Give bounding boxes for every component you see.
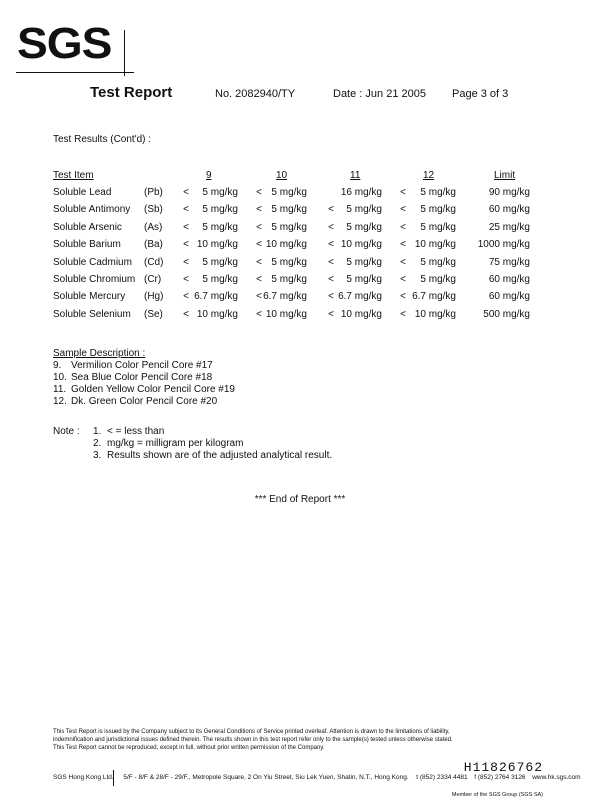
company-tel: t (852) 2334 4481 (416, 774, 468, 781)
sample-item: 11. Golden Yellow Color Pencil Core #19 (53, 384, 235, 395)
company-address: 5/F - 8/F & 28/F - 29/F., Metropole Square, 2 On Yiu Street, Siu Lek Yuen, Shatin, N.T., Hong Kong. (123, 774, 409, 781)
less-than-sign: < (328, 291, 334, 303)
result-value: 6.7 mg/kg (194, 291, 238, 303)
test-item-name: Soluble Antimony (53, 204, 131, 216)
less-than-sign: < (256, 239, 262, 251)
element-symbol: (Cr) (144, 274, 162, 285)
report-title: Test Report (90, 84, 173, 101)
less-than-sign: < (400, 204, 406, 216)
column-header-12: 12 (423, 170, 435, 181)
table-row (0, 204, 600, 221)
limit-value: 25 mg/kg (488, 221, 530, 233)
note-item: 2. mg/kg = milligram per kilogram (93, 438, 244, 449)
result-value: 5 mg/kg (271, 204, 307, 216)
result-value: 5 mg/kg (202, 204, 238, 216)
result-value: 5 mg/kg (420, 187, 456, 198)
note-item: 3. Results shown are of the adjusted analytical result. (93, 450, 333, 461)
test-item-name: Soluble Mercury (53, 291, 126, 303)
result-value: 5 mg/kg (271, 274, 307, 285)
result-value: 10 mg/kg (414, 239, 456, 251)
element-symbol: (Hg) (144, 291, 164, 303)
table-row (0, 222, 600, 239)
note-label: Note : (53, 426, 80, 437)
less-than-sign: < (256, 187, 262, 198)
table-row (0, 239, 600, 256)
less-than-sign: < (400, 308, 406, 320)
less-than-sign: < (183, 256, 189, 268)
test-item-name: Soluble Chromium (53, 274, 136, 285)
company-fax: f (852) 2764 3126 (474, 774, 526, 781)
less-than-sign: < (256, 256, 262, 268)
less-than-sign: < (400, 239, 406, 251)
test-item-name: Soluble Barium (53, 239, 121, 251)
less-than-sign: < (183, 221, 189, 233)
less-than-sign: < (256, 274, 262, 285)
member-statement: Member of the SGS Group (SGS SA) (451, 792, 543, 798)
result-value: 5 mg/kg (346, 221, 382, 233)
result-value: 16 mg/kg (340, 187, 382, 198)
result-value: 5 mg/kg (271, 256, 307, 268)
less-than-sign: < (400, 274, 406, 285)
result-value: 5 mg/kg (420, 256, 456, 268)
limit-value: 1000 mg/kg (477, 239, 530, 251)
less-than-sign: < (328, 274, 334, 285)
column-header-item: Test Item (53, 170, 94, 181)
result-value: 5 mg/kg (346, 274, 382, 285)
logo-rule-horizontal (16, 72, 134, 73)
less-than-sign: < (256, 204, 262, 216)
less-than-sign: < (328, 239, 334, 251)
less-than-sign: < (256, 221, 262, 233)
result-value: 5 mg/kg (346, 256, 382, 268)
company-address-line (53, 774, 581, 781)
table-row (0, 187, 600, 204)
reference-code: H11826762 (463, 760, 543, 775)
company-website: www.hk.sgs.com (532, 774, 581, 781)
less-than-sign: < (400, 291, 406, 303)
element-symbol: (Pb) (144, 187, 163, 198)
result-value: 10 mg/kg (414, 308, 456, 320)
less-than-sign: < (183, 291, 189, 303)
sample-item: 9. Vermilion Color Pencil Core #17 (53, 360, 213, 371)
less-than-sign: < (328, 204, 334, 216)
table-row (0, 291, 600, 308)
element-symbol: (Cd) (144, 256, 164, 268)
element-symbol: (Ba) (144, 239, 163, 251)
element-symbol: (As) (144, 221, 163, 233)
result-value: 5 mg/kg (202, 274, 238, 285)
less-than-sign: < (183, 239, 189, 251)
less-than-sign: < (183, 308, 189, 320)
note-item: 1. < = less than (93, 426, 165, 437)
limit-value: 90 mg/kg (488, 187, 530, 198)
company-name: SGS Hong Kong Ltd. (53, 774, 114, 781)
result-value: 10 mg/kg (196, 239, 238, 251)
logo-rule-vertical (124, 30, 125, 76)
column-header-11: 11 (350, 170, 361, 181)
column-header-9: 9 (206, 170, 212, 181)
limit-value: 75 mg/kg (488, 256, 530, 268)
less-than-sign: < (256, 308, 262, 320)
result-value: 5 mg/kg (420, 204, 456, 216)
test-item-name: Soluble Lead (53, 187, 112, 198)
result-value: 5 mg/kg (271, 221, 307, 233)
result-value: 5 mg/kg (420, 274, 456, 285)
less-than-sign: < (183, 187, 189, 198)
element-symbol: (Sb) (144, 204, 163, 216)
result-value: 10 mg/kg (265, 308, 307, 320)
table-row (0, 257, 600, 274)
results-heading: Test Results (Cont'd) : (53, 134, 152, 145)
result-value: 5 mg/kg (202, 256, 238, 268)
result-value: 10 mg/kg (196, 308, 238, 320)
disclaimer: This Test Report is issued by the Company subject to its General Conditions of Service printed overleaf. Attention is drawn to the limitations of liability, indemnification and jurisdictional issues defined therein. The results shown in this test report refer only to the sample(s) tested unless otherwise stated. This Test Report cannot be reproduced, except in full, without prior written permission of the Company. (53, 729, 453, 751)
column-header-limit: Limit (494, 170, 516, 181)
table-row (0, 309, 600, 326)
sample-item: 10. Sea Blue Color Pencil Core #18 (53, 372, 213, 383)
result-value: 10 mg/kg (340, 239, 382, 251)
less-than-sign: < (400, 187, 406, 198)
report-number: No. 2082940/TY (215, 88, 296, 100)
limit-value: 60 mg/kg (488, 274, 530, 285)
result-value: 6.7 mg/kg (412, 291, 456, 303)
element-symbol: (Se) (144, 308, 163, 320)
less-than-sign: < (256, 291, 262, 303)
result-value: 5 mg/kg (420, 221, 456, 233)
less-than-sign: < (183, 274, 189, 285)
less-than-sign: < (400, 221, 406, 233)
table-row (0, 274, 600, 291)
result-value: 5 mg/kg (271, 187, 307, 198)
limit-value: 60 mg/kg (488, 204, 530, 216)
result-value: 5 mg/kg (202, 221, 238, 233)
result-value: 6.7 mg/kg (263, 291, 307, 303)
less-than-sign: < (328, 256, 334, 268)
note-list (93, 426, 332, 462)
limit-value: 500 mg/kg (483, 308, 530, 320)
report-date: Date : Jun 21 2005 (333, 88, 426, 100)
column-header-10: 10 (276, 170, 288, 181)
result-value: 5 mg/kg (202, 187, 238, 198)
result-value: 10 mg/kg (340, 308, 382, 320)
result-value: 6.7 mg/kg (338, 291, 382, 303)
sample-description-title: Sample Description : (53, 348, 146, 359)
sgs-logo: SGS (17, 19, 112, 68)
limit-value: 60 mg/kg (488, 291, 530, 303)
result-value: 10 mg/kg (265, 239, 307, 251)
end-of-report: *** End of Report *** (254, 494, 346, 505)
sample-description-list (53, 360, 235, 408)
test-item-name: Soluble Arsenic (53, 221, 122, 233)
sample-item: 12. Dk. Green Color Pencil Core #20 (53, 396, 218, 407)
less-than-sign: < (400, 256, 406, 268)
result-value: 5 mg/kg (346, 204, 382, 216)
less-than-sign: < (328, 221, 334, 233)
less-than-sign: < (183, 204, 189, 216)
test-item-name: Soluble Selenium (53, 308, 131, 320)
test-item-name: Soluble Cadmium (53, 256, 132, 268)
less-than-sign: < (328, 308, 334, 320)
page-number: Page 3 of 3 (452, 88, 509, 100)
